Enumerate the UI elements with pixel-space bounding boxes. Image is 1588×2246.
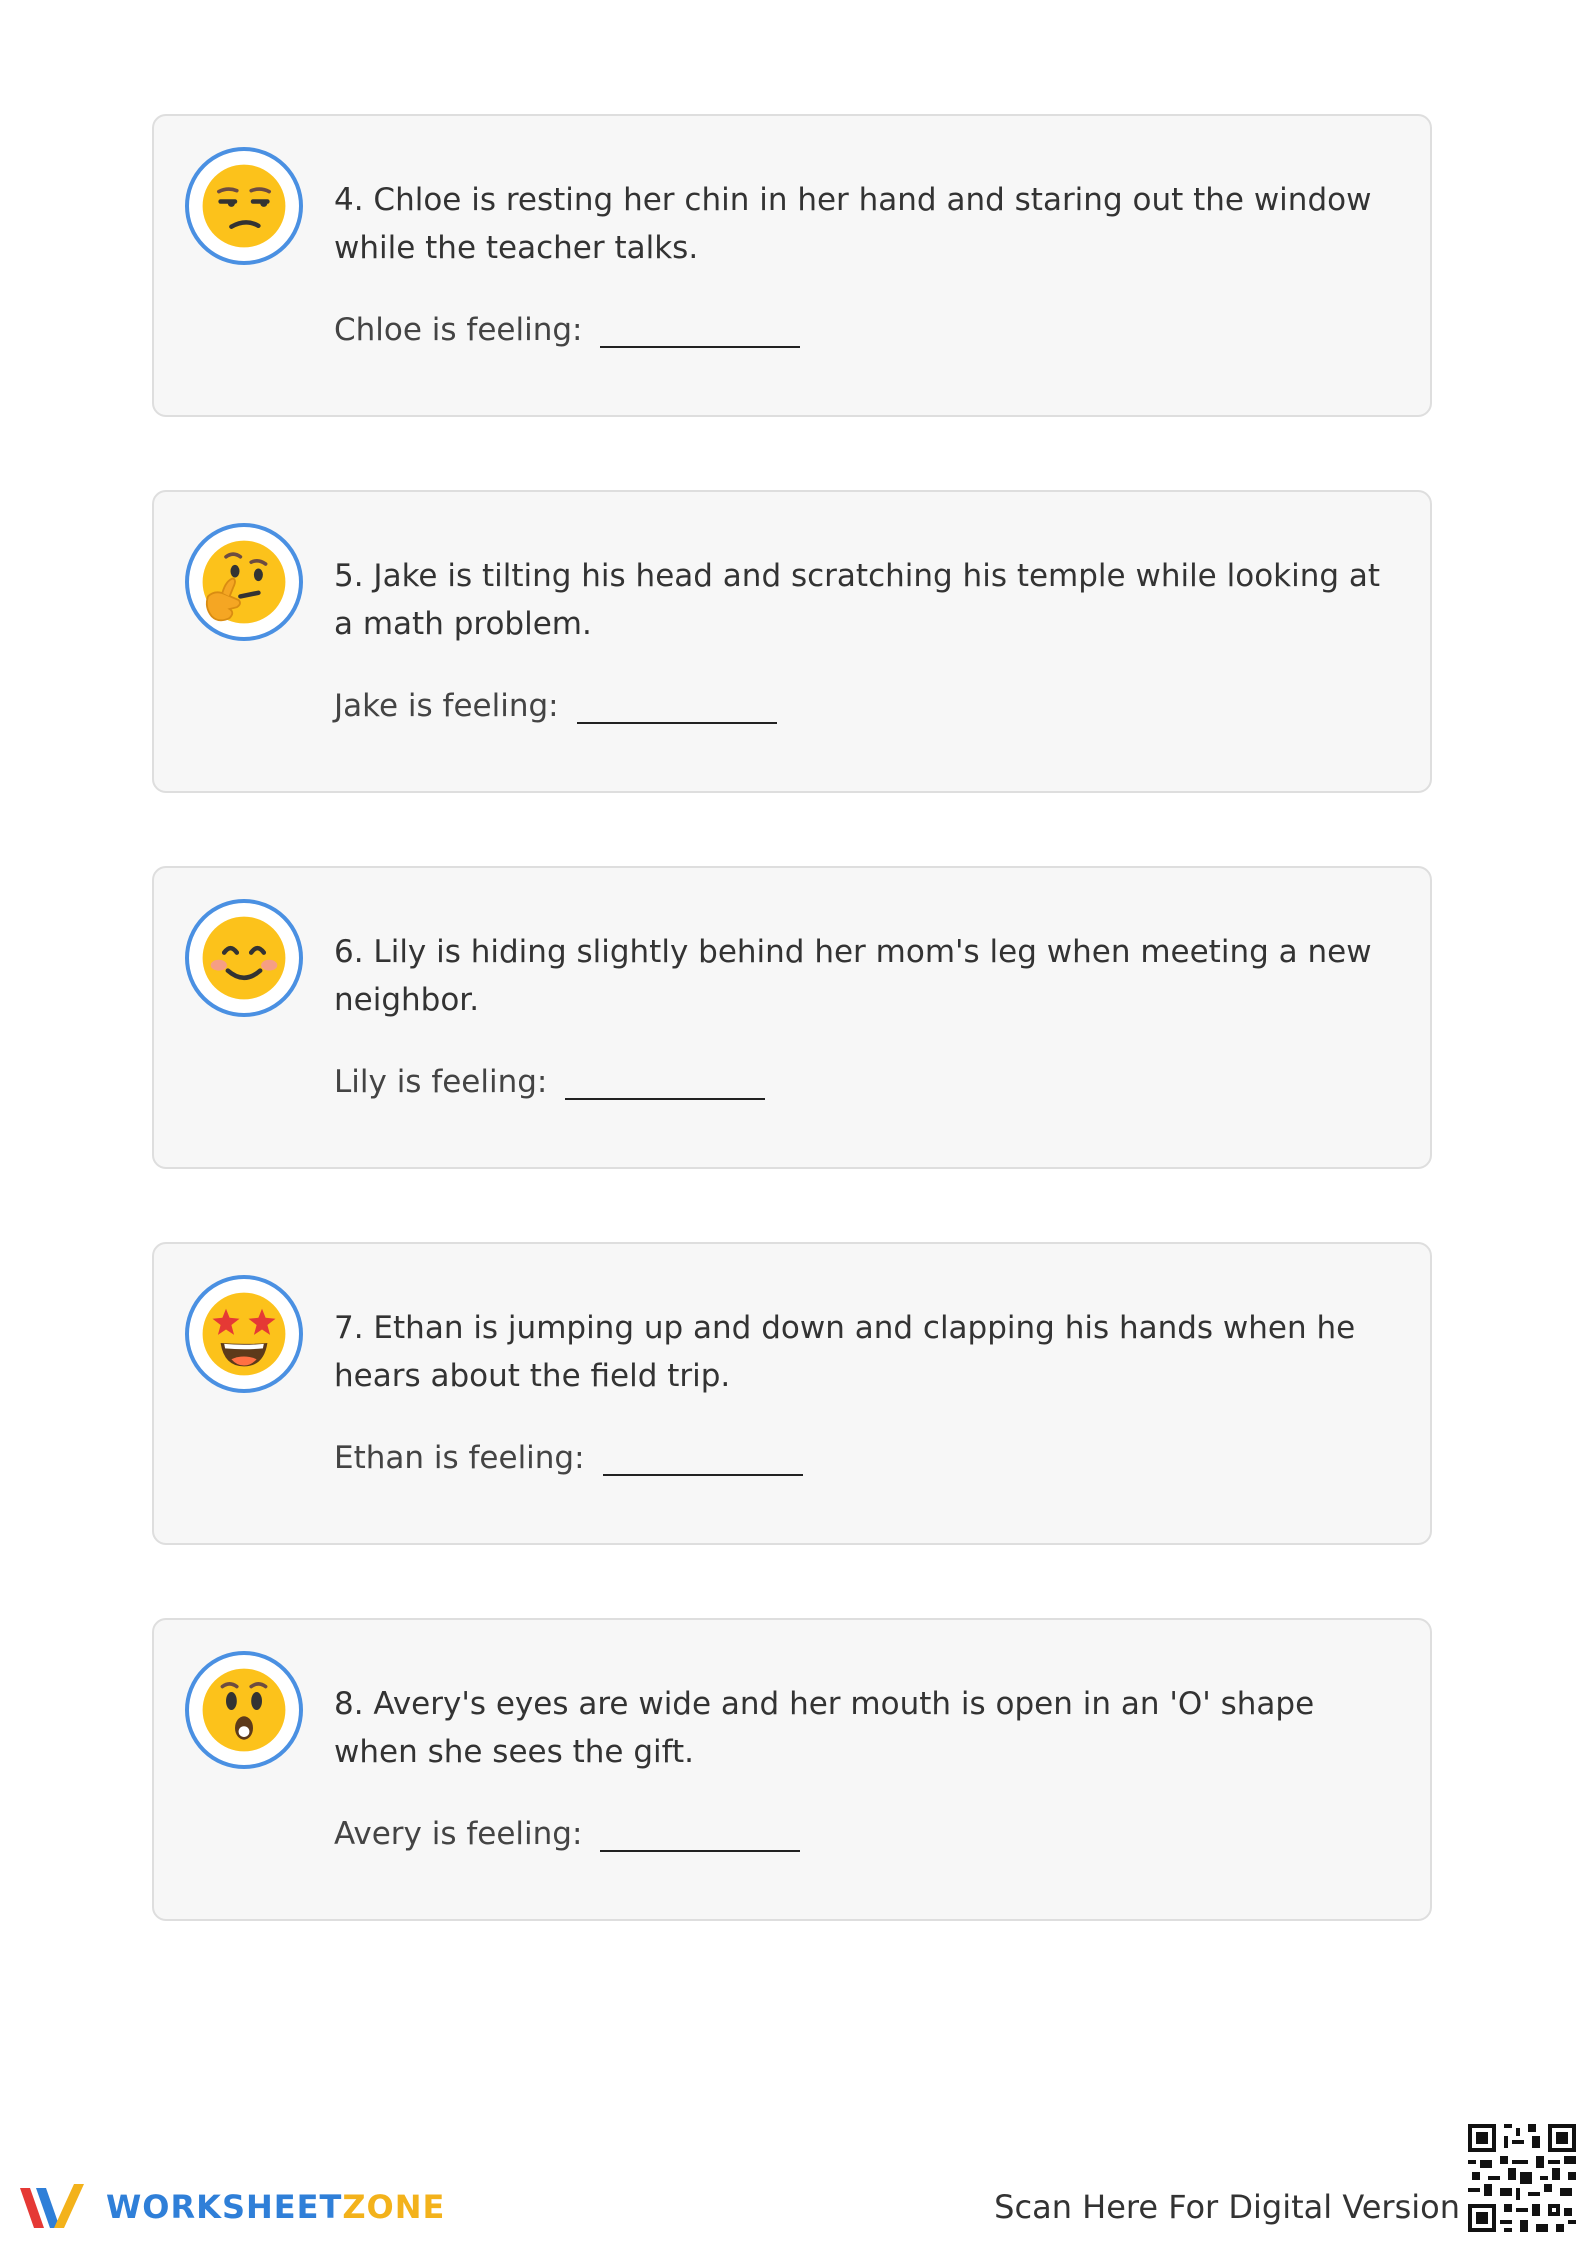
answer-blank[interactable] xyxy=(600,1850,800,1852)
question-card-8 xyxy=(152,1618,1432,1921)
emoji-badge xyxy=(185,147,303,265)
smiling-face-icon xyxy=(199,913,289,1003)
answer-blank[interactable] xyxy=(603,1474,803,1476)
answer-label: Jake is feeling: xyxy=(334,688,559,724)
question-card-4 xyxy=(152,114,1432,417)
answer-blank[interactable] xyxy=(565,1098,765,1100)
emoji-badge xyxy=(185,899,303,1017)
answer-row xyxy=(334,1058,765,1106)
answer-blank[interactable] xyxy=(577,722,777,724)
question-text: 4. Chloe is resting her chin in her hand and staring out the window while the teacher talks. xyxy=(334,182,1372,266)
answer-label: Avery is feeling: xyxy=(334,1816,583,1852)
logo-part-zone: ZONE xyxy=(342,2188,446,2226)
answer-row xyxy=(334,306,800,354)
emoji-badge xyxy=(185,1651,303,1769)
star-struck-face-icon xyxy=(199,1289,289,1379)
answer-row xyxy=(334,1810,800,1858)
answer-label: Lily is feeling: xyxy=(334,1064,548,1100)
unamused-face-icon xyxy=(199,161,289,251)
thinking-face-icon xyxy=(199,537,289,627)
qr-code-icon[interactable] xyxy=(1468,2124,1576,2232)
scan-caption: Scan Here For Digital Version xyxy=(994,2188,1460,2226)
question-text: 7. Ethan is jumping up and down and clapping his hands when he hears about the field trip. xyxy=(334,1310,1356,1394)
answer-label: Chloe is feeling: xyxy=(334,312,583,348)
question-text: 6. Lily is hiding slightly behind her mom's leg when meeting a new neighbor. xyxy=(334,934,1372,1018)
answer-row xyxy=(334,1434,803,1482)
question-card-7 xyxy=(152,1242,1432,1545)
logo-part-worksheet: WORKSHEET xyxy=(106,2188,343,2226)
question-card-5 xyxy=(152,490,1432,793)
w-logo-icon xyxy=(18,2180,92,2234)
answer-label: Ethan is feeling: xyxy=(334,1440,585,1476)
logo-wordmark xyxy=(106,2188,445,2226)
emoji-badge xyxy=(185,1275,303,1393)
answer-blank[interactable] xyxy=(600,346,800,348)
worksheetzone-logo[interactable] xyxy=(18,2180,445,2234)
astonished-face-icon xyxy=(199,1665,289,1755)
question-text: 8. Avery's eyes are wide and her mouth is open in an 'O' shape when she sees the gift. xyxy=(334,1686,1315,1770)
question-card-6 xyxy=(152,866,1432,1169)
answer-row xyxy=(334,682,777,730)
emoji-badge xyxy=(185,523,303,641)
question-text: 5. Jake is tilting his head and scratching his temple while looking at a math problem. xyxy=(334,558,1381,642)
